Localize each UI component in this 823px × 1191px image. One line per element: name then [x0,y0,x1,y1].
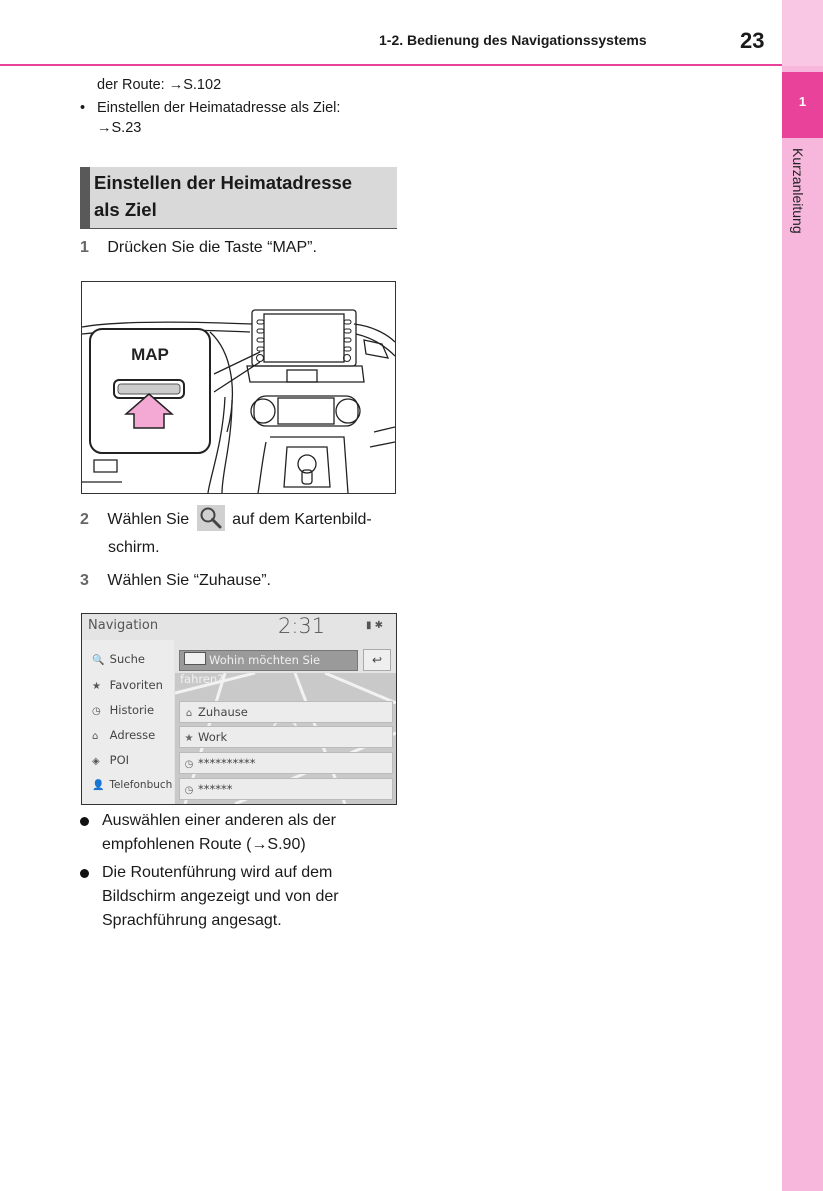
navigation-screen [81,613,397,805]
nav-menu-label: Historie [109,703,155,717]
bullet-2-line2: Bildschirm angezeigt und von der [102,888,339,905]
nav-row-home[interactable] [179,701,393,723]
house-icon: ⌂ [185,708,193,719]
step-2-text-after: auf dem Kartenbild- [232,511,372,529]
bullet-item-1 [80,809,380,857]
bullet-dot [80,869,89,878]
nav-menu-label: Adresse [109,728,156,742]
bullet-1-line2: empfohlenen Route (→S.90) [102,836,306,853]
chapter-label: Kurzanleitung [790,148,806,234]
nav-title: Navigation [88,618,159,633]
star-icon: ★ [184,733,194,744]
back-icon: ↩ [371,653,383,667]
flag-icon [184,652,206,665]
step-2-number: 2 [80,511,89,529]
section-heading-bar [80,167,90,228]
nav-row-work[interactable] [179,726,393,748]
step-3-text: Wählen Sie “Zuhause”. [107,572,271,589]
nav-menu-label: Suche [109,652,145,666]
bullet-item-2 [80,861,380,933]
nav-status-icons: ▮ ✱ [366,620,384,631]
intro-line: der Route: →S.102 [97,77,222,93]
nav-back-button[interactable] [363,649,391,671]
section-heading-line1: Einstellen der Heimatadresse [94,172,353,193]
nav-row-recent-1[interactable] [179,752,393,774]
search-icon: 🔍 [92,655,105,666]
map-button-label: MAP [131,345,169,364]
clock-icon: ◷ [184,785,194,796]
page-number: 23 [740,28,765,53]
dashboard-illustration [81,281,396,494]
step-2-line2: schirm. [108,539,160,556]
poi-icon: ◈ [92,756,100,767]
intro-bullet-line2: →S.23 [97,120,142,136]
nav-row-label: Work [198,730,228,744]
step-3-number: 3 [80,572,89,589]
clock-icon: ◷ [92,706,101,717]
dashboard-drawing [82,282,395,493]
side-tab-top [782,0,823,66]
nav-row-recent-2[interactable] [179,778,393,800]
house-icon: ⌂ [92,731,99,742]
nav-menu-history[interactable] [92,703,154,717]
nav-menu-address[interactable] [92,728,155,742]
section-heading [94,169,392,223]
step-3 [80,569,271,593]
bullet-2-line1: Die Routenführung wird auf dem [102,864,333,881]
step-2 [80,507,372,533]
nav-menu-search[interactable] [92,652,145,666]
clock-icon: ◷ [184,759,194,770]
nav-row-label: Zuhause [198,705,248,719]
nav-row-label: ********** [198,756,256,770]
person-icon: 👤 [92,780,105,791]
nav-menu-poi[interactable] [92,753,129,767]
nav-menu-favorites[interactable] [92,678,163,692]
intro-bullet-line1: Einstellen der Heimatadresse als Ziel: [97,100,341,116]
running-header: 1-2. Bedienung des Navigationssystems [379,32,647,48]
nav-menu-phonebook[interactable] [92,779,172,791]
nav-search-field[interactable] [179,650,358,686]
step-2-text-before: Wählen Sie [107,511,190,529]
step-1 [80,236,317,260]
intro-bullet-marker: • [80,100,86,116]
nav-menu-label: POI [109,753,130,767]
bullet-2-line3: Sprachführung angesagt. [102,912,282,929]
nav-row-label: ****** [198,782,233,796]
bullet-dot [80,817,89,826]
header-rule [0,64,784,66]
star-icon: ★ [92,681,101,692]
bullet-1-line1: Auswählen einer anderen als der [102,812,336,829]
chapter-number: 1 [782,72,823,138]
nav-clock: 2:31 [278,614,326,638]
search-button-icon [197,505,225,531]
step-1-number: 1 [80,239,89,256]
nav-menu-label: Telefonbuch [109,779,173,791]
nav-search-placeholder: Wohin möchten Sie fahren? [180,653,321,686]
step-1-text: Drücken Sie die Taste “MAP”. [107,239,317,256]
section-heading-line2: als Ziel [94,199,157,220]
nav-menu-label: Favoriten [109,678,163,692]
